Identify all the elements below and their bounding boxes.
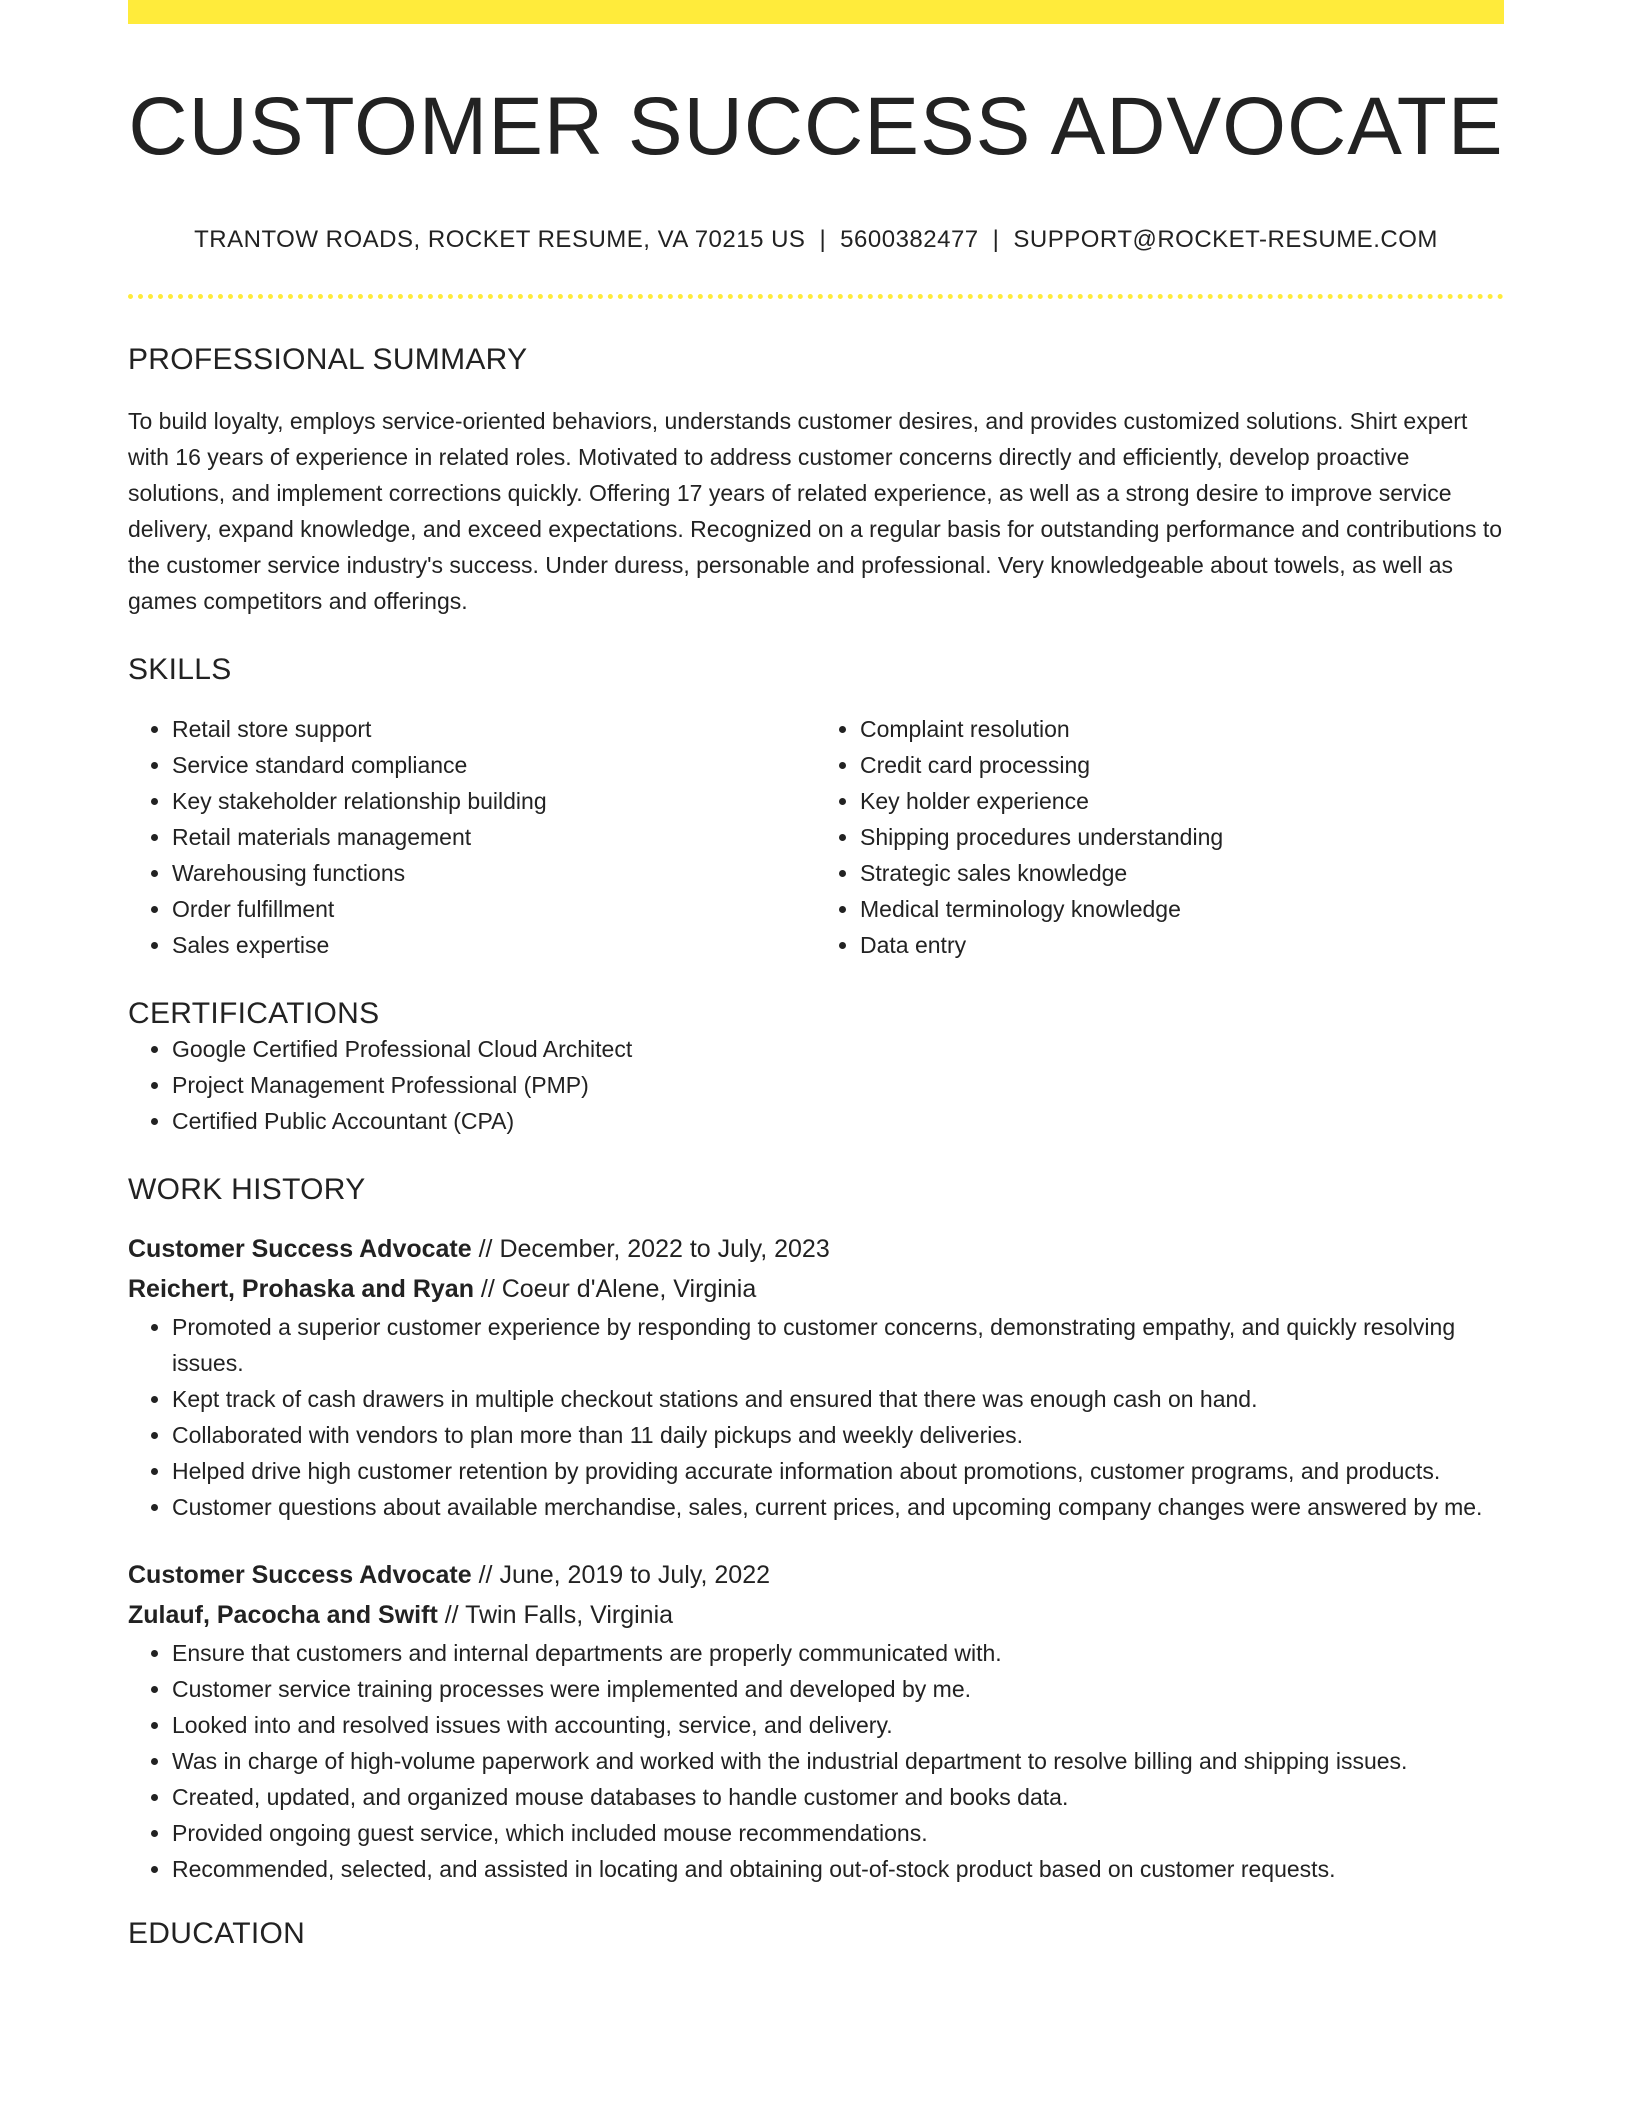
skills-right-list bbox=[816, 711, 1504, 963]
phone: 5600382477 bbox=[840, 226, 979, 254]
list-item: • Project Management Professional (PMP) bbox=[172, 1067, 1504, 1103]
job-duties-list bbox=[128, 1635, 1504, 1887]
job-role-line bbox=[128, 1555, 1504, 1595]
list-item: • Certified Public Accountant (CPA) bbox=[172, 1103, 1504, 1139]
list-item: • Collaborated with vendors to plan more than 11 daily pickups and weekly deliveries. bbox=[172, 1417, 1504, 1453]
address: TRANTOW ROADS, ROCKET RESUME, VA 70215 US bbox=[194, 226, 806, 254]
contact-line bbox=[128, 226, 1504, 254]
job-role-line bbox=[128, 1229, 1504, 1269]
section-title-education: EDUCATION bbox=[128, 1917, 306, 1951]
resume-page bbox=[128, 0, 1504, 1951]
section-title-work-history: WORK HISTORY bbox=[128, 1173, 366, 1207]
job-dates: // June, 2019 to July, 2022 bbox=[471, 1561, 771, 1590]
list-item: • Retail store support bbox=[172, 711, 816, 747]
job-company: Reichert, Prohaska and Ryan bbox=[128, 1275, 474, 1304]
job-location: // Coeur d'Alene, Virginia bbox=[473, 1275, 757, 1304]
job-entry bbox=[128, 1229, 1504, 1525]
list-item: • Customer service training processes were implemented and developed by me. bbox=[172, 1671, 1504, 1707]
job-company-line bbox=[128, 1595, 1504, 1635]
list-item: • Created, updated, and organized mouse databases to handle customer and books data. bbox=[172, 1779, 1504, 1815]
separator: | bbox=[819, 226, 827, 254]
section-title-certifications: CERTIFICATIONS bbox=[128, 997, 380, 1031]
list-item: • Key stakeholder relationship building bbox=[172, 783, 816, 819]
list-item: • Customer questions about available merchandise, sales, current prices, and upcoming company changes were answered by me. bbox=[172, 1489, 1504, 1525]
job-duties-list bbox=[128, 1309, 1504, 1525]
list-item: • Sales expertise bbox=[172, 927, 816, 963]
list-item: • Kept track of cash drawers in multiple checkout stations and ensured that there was enough cash on hand. bbox=[172, 1381, 1504, 1417]
job-location: // Twin Falls, Virginia bbox=[437, 1601, 674, 1630]
email: SUPPORT@ROCKET-RESUME.COM bbox=[1013, 226, 1438, 254]
section-title-summary: PROFESSIONAL SUMMARY bbox=[128, 343, 528, 377]
list-item: • Promoted a superior customer experience by responding to customer concerns, demonstrating empathy, and quickly resolving issues. bbox=[172, 1309, 1504, 1381]
job-role: Customer Success Advocate bbox=[128, 1561, 472, 1590]
job-role: Customer Success Advocate bbox=[128, 1235, 472, 1264]
certifications-list bbox=[128, 1031, 1504, 1139]
summary-text: To build loyalty, employs service-oriented behaviors, understands customer desires, and provides customized solutions. Shirt expert with 16 years of experience in related roles. Motivated to address customer concerns directly and efficiently, develop proactive solutions, and implement corrections quickly. Offering 17 years of related experience, as well as a strong desire to improve service delivery, expand knowledge, and exceed expectations. Recognized on a regular basis for outstanding performance and contributions to the customer service industry's success. Under duress, personable and professional. Very knowledgeable about towels, as well as games competitors and offerings. bbox=[128, 408, 1503, 615]
list-item: • Service standard compliance bbox=[172, 747, 816, 783]
list-item: • Complaint resolution bbox=[860, 711, 1504, 747]
accent-bar bbox=[128, 0, 1504, 24]
list-item: • Medical terminology knowledge bbox=[860, 891, 1504, 927]
list-item: • Ensure that customers and internal departments are properly communicated with. bbox=[172, 1635, 1504, 1671]
list-item: • Credit card processing bbox=[860, 747, 1504, 783]
job-entry bbox=[128, 1555, 1504, 1887]
list-item: • Shipping procedures understanding bbox=[860, 819, 1504, 855]
list-item: • Provided ongoing guest service, which included mouse recommendations. bbox=[172, 1815, 1504, 1851]
list-item: • Warehousing functions bbox=[172, 855, 816, 891]
separator: | bbox=[992, 226, 1000, 254]
list-item: • Strategic sales knowledge bbox=[860, 855, 1504, 891]
list-item: • Was in charge of high-volume paperwork and worked with the industrial department to resolve billing and shipping issues. bbox=[172, 1743, 1504, 1779]
section-title-skills: SKILLS bbox=[128, 653, 232, 687]
job-company: Zulauf, Pacocha and Swift bbox=[128, 1601, 438, 1630]
list-item: • Key holder experience bbox=[860, 783, 1504, 819]
list-item: • Helped drive high customer retention by providing accurate information about promotions, customer programs, and products. bbox=[172, 1453, 1504, 1489]
list-item: • Retail materials management bbox=[172, 819, 816, 855]
job-dates: // December, 2022 to July, 2023 bbox=[471, 1235, 830, 1264]
job-company-line bbox=[128, 1269, 1504, 1309]
list-item: • Google Certified Professional Cloud Architect bbox=[172, 1031, 1504, 1067]
list-item: • Looked into and resolved issues with accounting, service, and delivery. bbox=[172, 1707, 1504, 1743]
skills-left-list bbox=[128, 711, 816, 963]
list-item: • Recommended, selected, and assisted in locating and obtaining out-of-stock product based on customer requests. bbox=[172, 1851, 1504, 1887]
skills-columns bbox=[128, 711, 1504, 963]
list-item: • Data entry bbox=[860, 927, 1504, 963]
dotted-divider bbox=[128, 294, 1504, 299]
list-item: • Order fulfillment bbox=[172, 891, 816, 927]
resume-title: CUSTOMER SUCCESS ADVOCATE bbox=[128, 81, 1504, 172]
